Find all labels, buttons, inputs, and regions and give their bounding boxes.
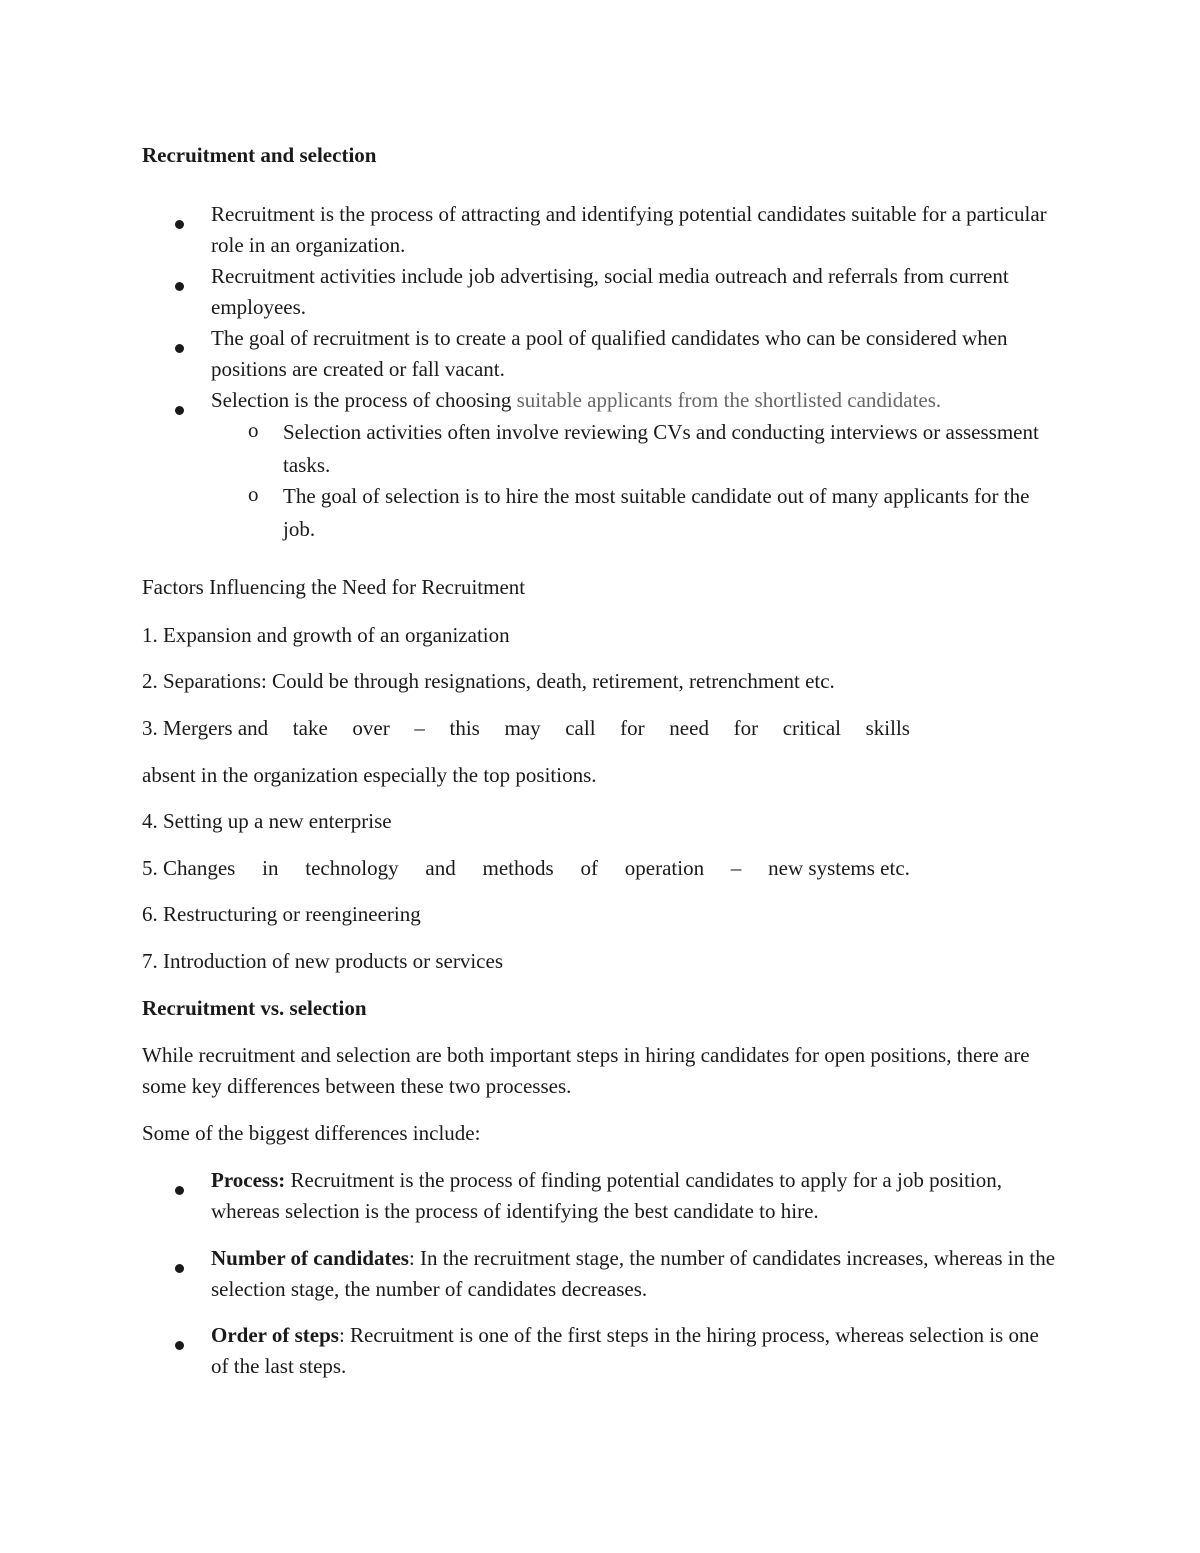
factor-item: 1. Expansion and growth of an organization <box>142 623 510 647</box>
word: in <box>262 856 279 880</box>
bullet-icon <box>175 334 184 359</box>
word: this <box>449 716 480 740</box>
sub-bullet-marker: o <box>248 482 259 506</box>
word: 5. Changes <box>142 856 236 880</box>
difference-text: Recruitment is the process of finding potential candidates to apply for a job position, whereas selection is the process of identifying the best candidate to hire. <box>211 1168 1003 1223</box>
word: and <box>425 856 456 880</box>
difference-item <box>211 1243 1061 1305</box>
list-item: Recruitment activities include job advertising, social media outreach and referrals from current employees. <box>211 264 1009 319</box>
word: need <box>669 716 709 740</box>
word: operation <box>624 856 705 880</box>
factor-item: 2. Separations: Could be through resignations, death, retirement, retrenchment etc. <box>142 669 835 693</box>
difference-label: Order of steps <box>211 1323 339 1347</box>
sub-bullet-marker: o <box>248 418 259 442</box>
factor-item <box>142 853 910 884</box>
difference-item <box>211 1320 1061 1382</box>
word: 3. Mergers and <box>142 716 269 740</box>
factor-item: 6. Restructuring or reengineering <box>142 902 421 926</box>
factor-item: 7. Introduction of new products or services <box>142 949 503 973</box>
word: – <box>414 716 425 740</box>
difference-label: Process: <box>211 1168 286 1192</box>
bullet-icon <box>175 210 184 235</box>
list-item <box>211 385 1061 416</box>
list-item: The goal of recruitment is to create a pool of qualified candidates who can be considered when positions are created or fall vacant. <box>211 326 1008 381</box>
factor-item <box>142 713 910 744</box>
word: new systems etc. <box>768 856 910 880</box>
word: for <box>733 716 759 740</box>
word: – <box>730 856 742 880</box>
word: methods <box>482 856 554 880</box>
sub-list-item: Selection activities often involve reviewing CVs and conducting interviews or assessment tasks. <box>283 420 1039 477</box>
bullet-icon <box>175 396 184 421</box>
factor-item: 4. Setting up a new enterprise <box>142 809 392 833</box>
lead-paragraph: Some of the biggest differences include: <box>142 1121 481 1145</box>
difference-text: : Recruitment is one of the first steps in the hiring process, whereas selection is one of the last steps. <box>211 1323 1039 1378</box>
word: call <box>565 716 596 740</box>
sub-list-item: The goal of selection is to hire the most suitable candidate out of many applicants for the job. <box>283 484 1030 541</box>
intro-paragraph: While recruitment and selection are both important steps in hiring candidates for open positions, there are some key differences between these two processes. <box>142 1043 1030 1098</box>
word: for <box>620 716 645 740</box>
word: may <box>504 716 541 740</box>
factors-title: Factors Influencing the Need for Recruitment <box>142 575 526 599</box>
difference-text: : In the recruitment stage, the number of candidates increases, whereas in the selection stage, the number of candidates decreases. <box>211 1246 1056 1301</box>
section-heading-recruitment-vs-selection: Recruitment vs. selection <box>142 996 367 1020</box>
word: technology <box>305 856 399 880</box>
bullet-icon <box>175 1331 184 1356</box>
bullet-icon <box>175 1254 184 1279</box>
word: skills <box>865 716 910 740</box>
difference-label: Number of candidates <box>211 1246 409 1270</box>
list-item-text: Selection is the process of choosing <box>211 388 517 412</box>
word: take <box>292 716 328 740</box>
highlighted-text: suitable applicants from the shortlisted candidates. <box>516 388 942 412</box>
word: of <box>580 856 598 880</box>
bullet-icon <box>175 1176 184 1201</box>
section-heading-recruitment-and-selection: Recruitment and selection <box>142 143 377 167</box>
factor-item-continuation: absent in the organization especially the top positions. <box>142 763 597 787</box>
word: over <box>352 716 390 740</box>
list-item: Recruitment is the process of attracting and identifying potential candidates suitable for a particular role in an organization. <box>211 202 1047 257</box>
word: critical <box>782 716 841 740</box>
difference-item <box>211 1165 1061 1227</box>
bullet-icon <box>175 272 184 297</box>
